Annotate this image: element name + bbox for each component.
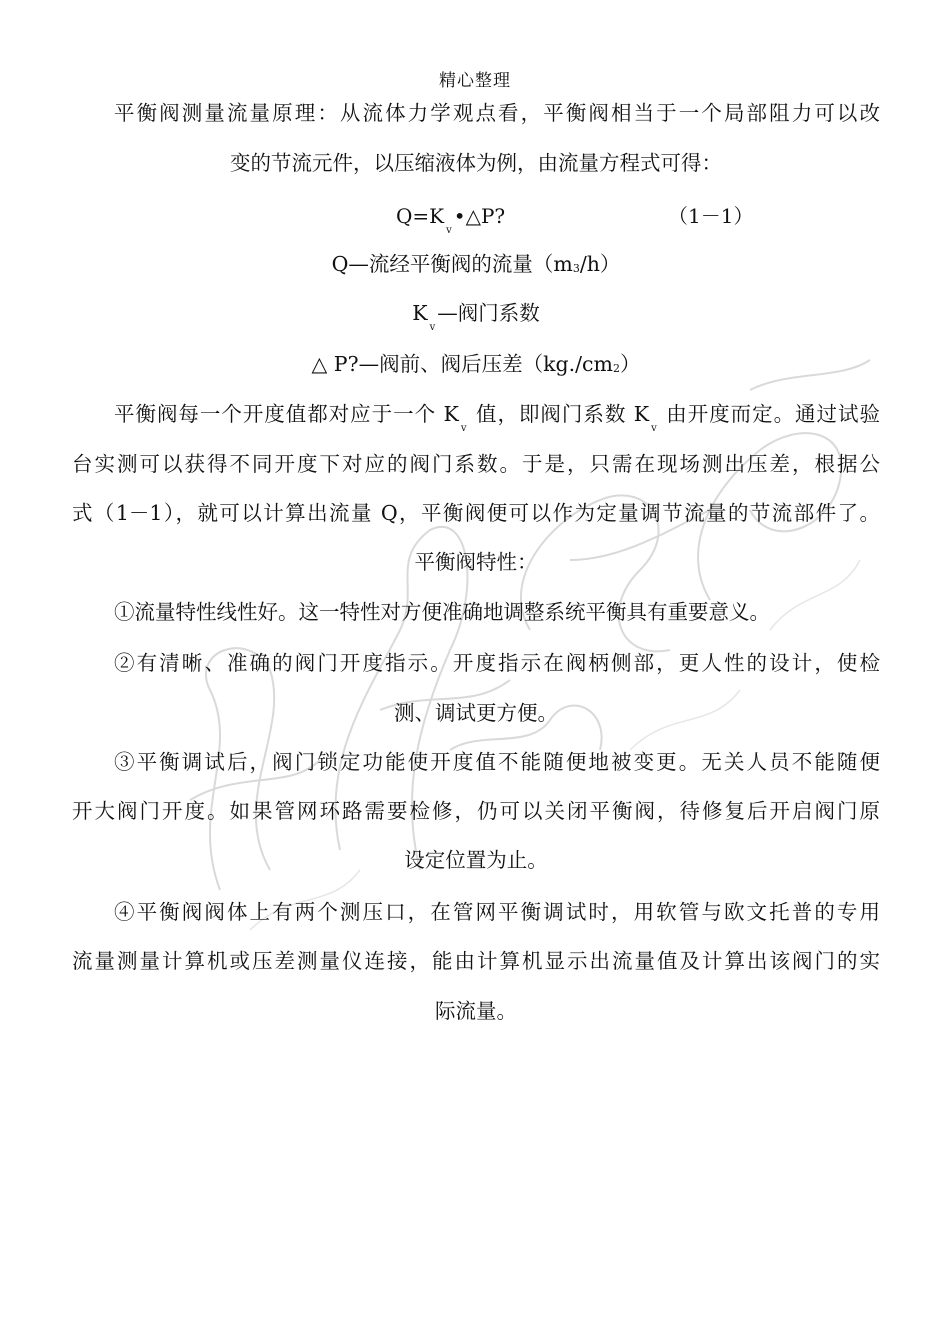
- intro-line-2: 变的节流元件，以压缩液体为例，由流量方程式可得：: [230, 151, 722, 175]
- formula-number: （1－1）: [668, 204, 754, 228]
- formula-left: Q=K: [396, 204, 445, 228]
- definition-dp: [72, 350, 880, 383]
- feature-2-line-2: 测、调试更方便。: [394, 701, 558, 725]
- feature-2-line-1: ②有清晰、准确的阀门开度指示。开度指示在阀柄侧部，更人性的设计，使检: [114, 651, 880, 675]
- definition-q-unit-tail: /h）: [579, 252, 621, 276]
- definition-dp-unit-tail: ）: [619, 352, 641, 376]
- flow-formula: [396, 202, 505, 245]
- definition-q-exponent: 3: [572, 262, 580, 275]
- intro-line-1: 平衡阀测量流量原理：从流体力学观点看，平衡阀相当于一个局部阻力可以改: [114, 101, 880, 125]
- para2-line-3: 式（1－1），就可以计算出流量 Q，平衡阀便可以作为定量调节流量的节流部件了。: [72, 501, 880, 525]
- para2-line-1-part-b: 值，即阀门系数 K: [468, 402, 650, 426]
- para2-line-1-part-c: 由开度而定。通过试验: [658, 402, 880, 426]
- features-title: 平衡阀特性：: [414, 550, 538, 574]
- definition-q-text: Q—流经平衡阀的流量（m: [331, 252, 573, 276]
- feature-1: ①流量特性线性好。这一特性对方便准确地调整系统平衡具有重要意义。: [114, 600, 770, 624]
- formula-subscript: v: [446, 225, 452, 236]
- definition-dp-text: △ P?—阀前、阀后压差（kg./cm: [311, 352, 613, 376]
- feature-3-line-1: ③平衡调试后，阀门锁定功能使开度值不能随便地被变更。无关人员不能随便: [114, 750, 880, 774]
- definition-kv-symbol: K: [412, 301, 428, 325]
- definition-kv: [72, 299, 880, 342]
- definition-kv-text: —阀门系数: [437, 301, 540, 325]
- para2-line-1-part-a: 平衡阀每一个开度值都对应于一个 K: [114, 402, 459, 426]
- feature-3-line-3: 设定位置为止。: [404, 848, 548, 872]
- feature-4-line-2: 流量测量计算机或压差测量仪连接，能由计算机显示出流量值及计算出该阀门的实: [72, 949, 880, 973]
- para2-line-2: 台实测可以获得不同开度下对应的阀门系数。于是，只需在现场测出压差，根据公: [72, 452, 880, 476]
- feature-4-line-1: ④平衡阀阀体上有两个测压口，在管网平衡调试时，用软管与欧文托普的专用: [114, 900, 880, 924]
- definition-kv-subscript: v: [429, 322, 436, 333]
- para2-line-1: [72, 400, 880, 443]
- formula-right: •△P?: [453, 204, 506, 228]
- para2-subscript-2: v: [651, 423, 657, 434]
- feature-3-line-2: 开大阀门开度。如果管网环路需要检修，仍可以关闭平衡阀，待修复后开启阀门原: [72, 799, 880, 823]
- para2-subscript-1: v: [460, 423, 467, 434]
- feature-4-line-3: 际流量。: [435, 999, 517, 1023]
- definition-dp-exponent: 2: [612, 362, 620, 375]
- page-header: 精心整理: [439, 71, 511, 91]
- definition-q: [72, 250, 880, 283]
